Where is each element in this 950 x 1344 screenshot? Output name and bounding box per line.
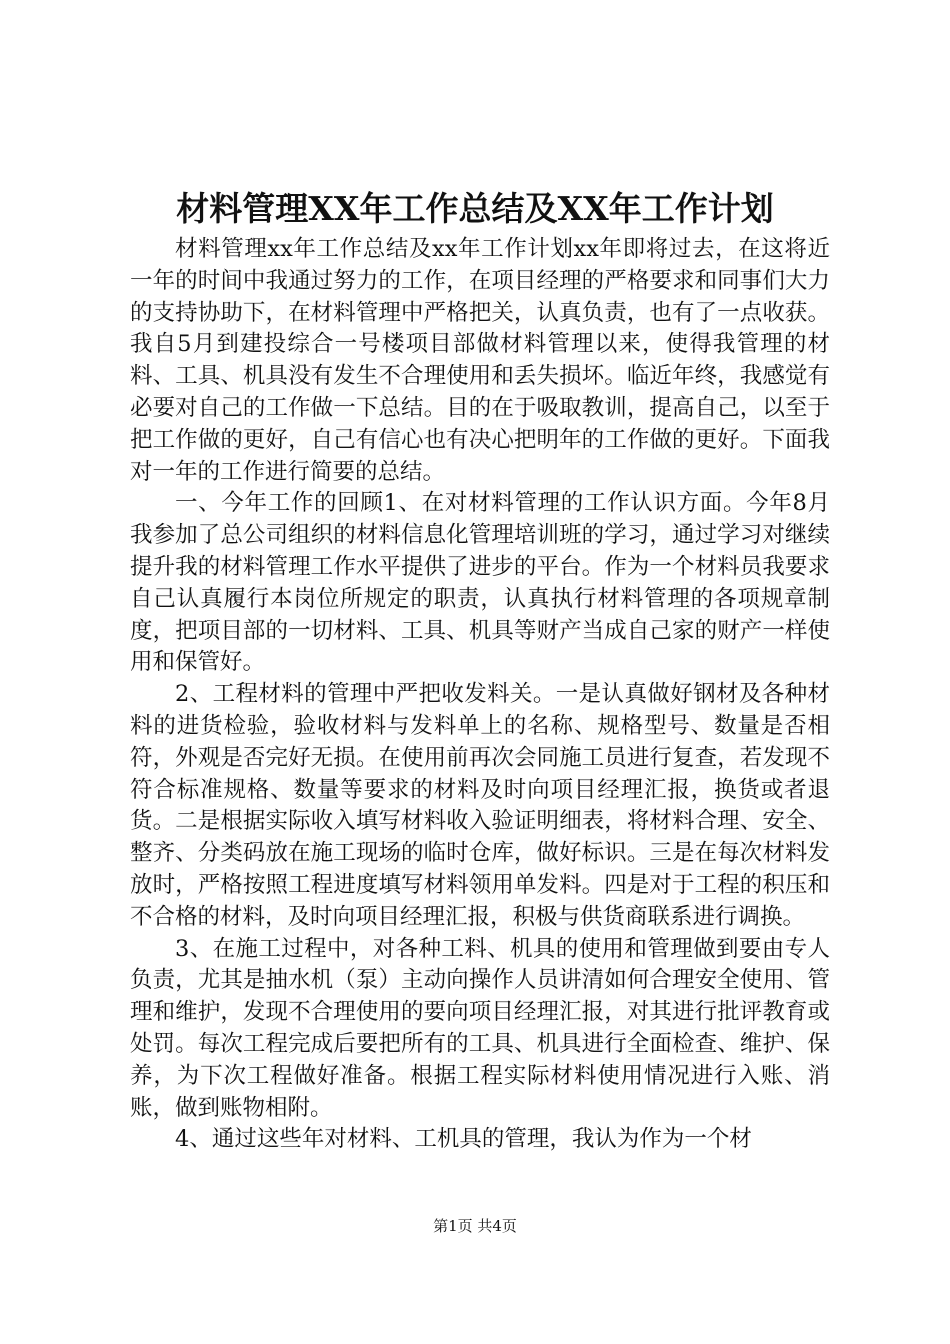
paragraph-intro: 材料管理xx年工作总结及xx年工作计划xx年即将过去，在这将近一年的时间中我通过努力的工作，在项目经理的严格要求和同事们大力的支持协助下，在材料管理中严格把关，认真负责，也有了一点收获。我自5月到建投综合一号楼项目部做材料管理以来，使得我管理的材料、工具、机具没有发生不合理使用和丢失损坏。临近年终，我感觉有必要对自己的工作做一下总结。目的在于吸取教训，提高自己，以至于把工作做的更好，自己有信心也有决心把明年的工作做的更好。下面我对一年的工作进行简要的总结。 xyxy=(130,236,830,485)
page-number-footer: 第1页 共4页 xyxy=(433,1217,517,1235)
document-title: 材料管理XX年工作总结及XX年工作计划 xyxy=(176,189,774,228)
paragraph-material-receipt: 2、工程材料的管理中严把收发料关。一是认真做好钢材及各种材料的进货检验，验收材料与发料单上的名称、规格型号、数量是否相符，外观是否完好无损。在使用前再次会同施工员进行复查，若发现不符合标准规格、数量等要求的材料及时向项目经理汇报，换货或者退货。二是根据实际收入填写材料收入验证明细表，将材料合理、安全、整齐、分类码放在施工现场的临时仓库，做好标识。三是在每次材料发放时，严格按照工程进度填写材料领用单发料。四是对于工程的积压和不合格的材料，及时向项目经理汇报，积极与供货商联系进行调换。 xyxy=(130,681,830,930)
paragraph-experience: 4、通过这些年对材料、工机具的管理，我认为作为一个材 xyxy=(175,1126,752,1153)
paragraph-equipment-management: 3、在施工过程中，对各种工料、机具的使用和管理做到要由专人负责，尤其是抽水机（泵）主动向操作人员讲清如何合理安全使用、管理和维护，发现不合理使用的要向项目经理汇报，对其进行批评教育或处罚。每次工程完成后要把所有的工具、机具进行全面检查、维护、保养，为下次工程做好准备。根据工程实际材料使用情况进行入账、消账，做到账物相附。 xyxy=(130,935,830,1121)
paragraph-review: 一、今年工作的回顾1、在对材料管理的工作认识方面。今年8月我参加了总公司组织的材料信息化管理培训班的学习，通过学习对继续提升我的材料管理工作水平提供了进步的平台。作为一个材料员我要求自己认真履行本岗位所规定的职责，认真执行材料管理的各项规章制度，把项目部的一切材料、工具、机具等财产当成自己家的财产一样使用和保管好。 xyxy=(130,490,830,676)
document-body xyxy=(130,234,830,1156)
